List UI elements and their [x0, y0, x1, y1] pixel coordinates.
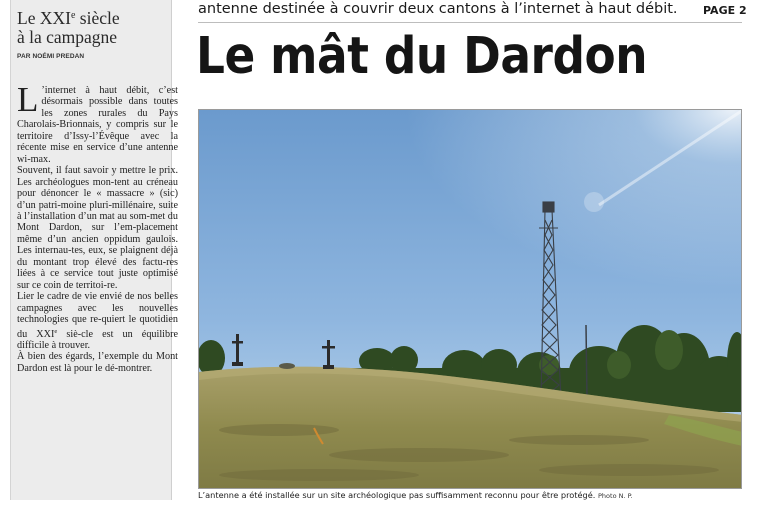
paragraph-2: Lier le cadre de vie envié de nos belles campagnes avec les nouvelles technologies que re-quiert le quotidien du XXIe siè-cle est un équilibre difficile à trouver. — [17, 291, 179, 351]
sidebar-title-line1: Le XXIe siècle — [17, 8, 120, 28]
sidebar-title — [17, 6, 167, 47]
article-photo — [198, 109, 742, 489]
sidebar-article-body — [17, 80, 179, 374]
byline: PAR NOÉMI PREDAN — [17, 53, 85, 60]
drop-cap: L — [17, 80, 39, 119]
photo-landscape — [199, 110, 742, 489]
page-number: PAGE 2 — [703, 4, 747, 17]
stone-marker — [279, 363, 295, 369]
sidebar-column — [10, 0, 179, 500]
small-pole — [586, 325, 587, 400]
kicker-text: antenne destinée à couvrir deux cantons à l’internet à haut débit. — [198, 1, 678, 17]
headline: Le mât du Dardon — [196, 27, 648, 86]
paragraph-3: À bien des égards, l’exemple du Mont Dardon est là pour le dé-montrer. — [17, 351, 178, 374]
photo-credit: Photo N. P. — [598, 492, 633, 500]
sidebar-title-line2: à la campagne — [17, 27, 118, 47]
paragraph-1: L ’internet à haut débit, c’est désormais possible dans toutes les zones rurales du Pays Charolais-Brionnais, y compris sur le territoire d’Issy-l’Évêque avec la récente mise en service d’une antenne wi-max. Souvent, il faut savoir y mettre le prix. Les archéologues mon-tent au créneau pour dénoncer le « massacre » (sic) d’un patri-moine pluri-millénaire, suite à l’installation d’un mat au som-met du Mont Dardon, sur l’em-placement même d’un ancien oppidum gaulois. Les internau-tes, eux, se plaignent déjà du montant trop élevé des factu-res liées à ce service tout juste optimisé sur ce coin de territoi-re. — [17, 80, 178, 291]
lens-flare — [584, 192, 604, 212]
photo-caption: L’antenne a été installée sur un site archéologique pas suffisamment reconnu pour être protégé. Photo N. P. — [198, 490, 633, 500]
